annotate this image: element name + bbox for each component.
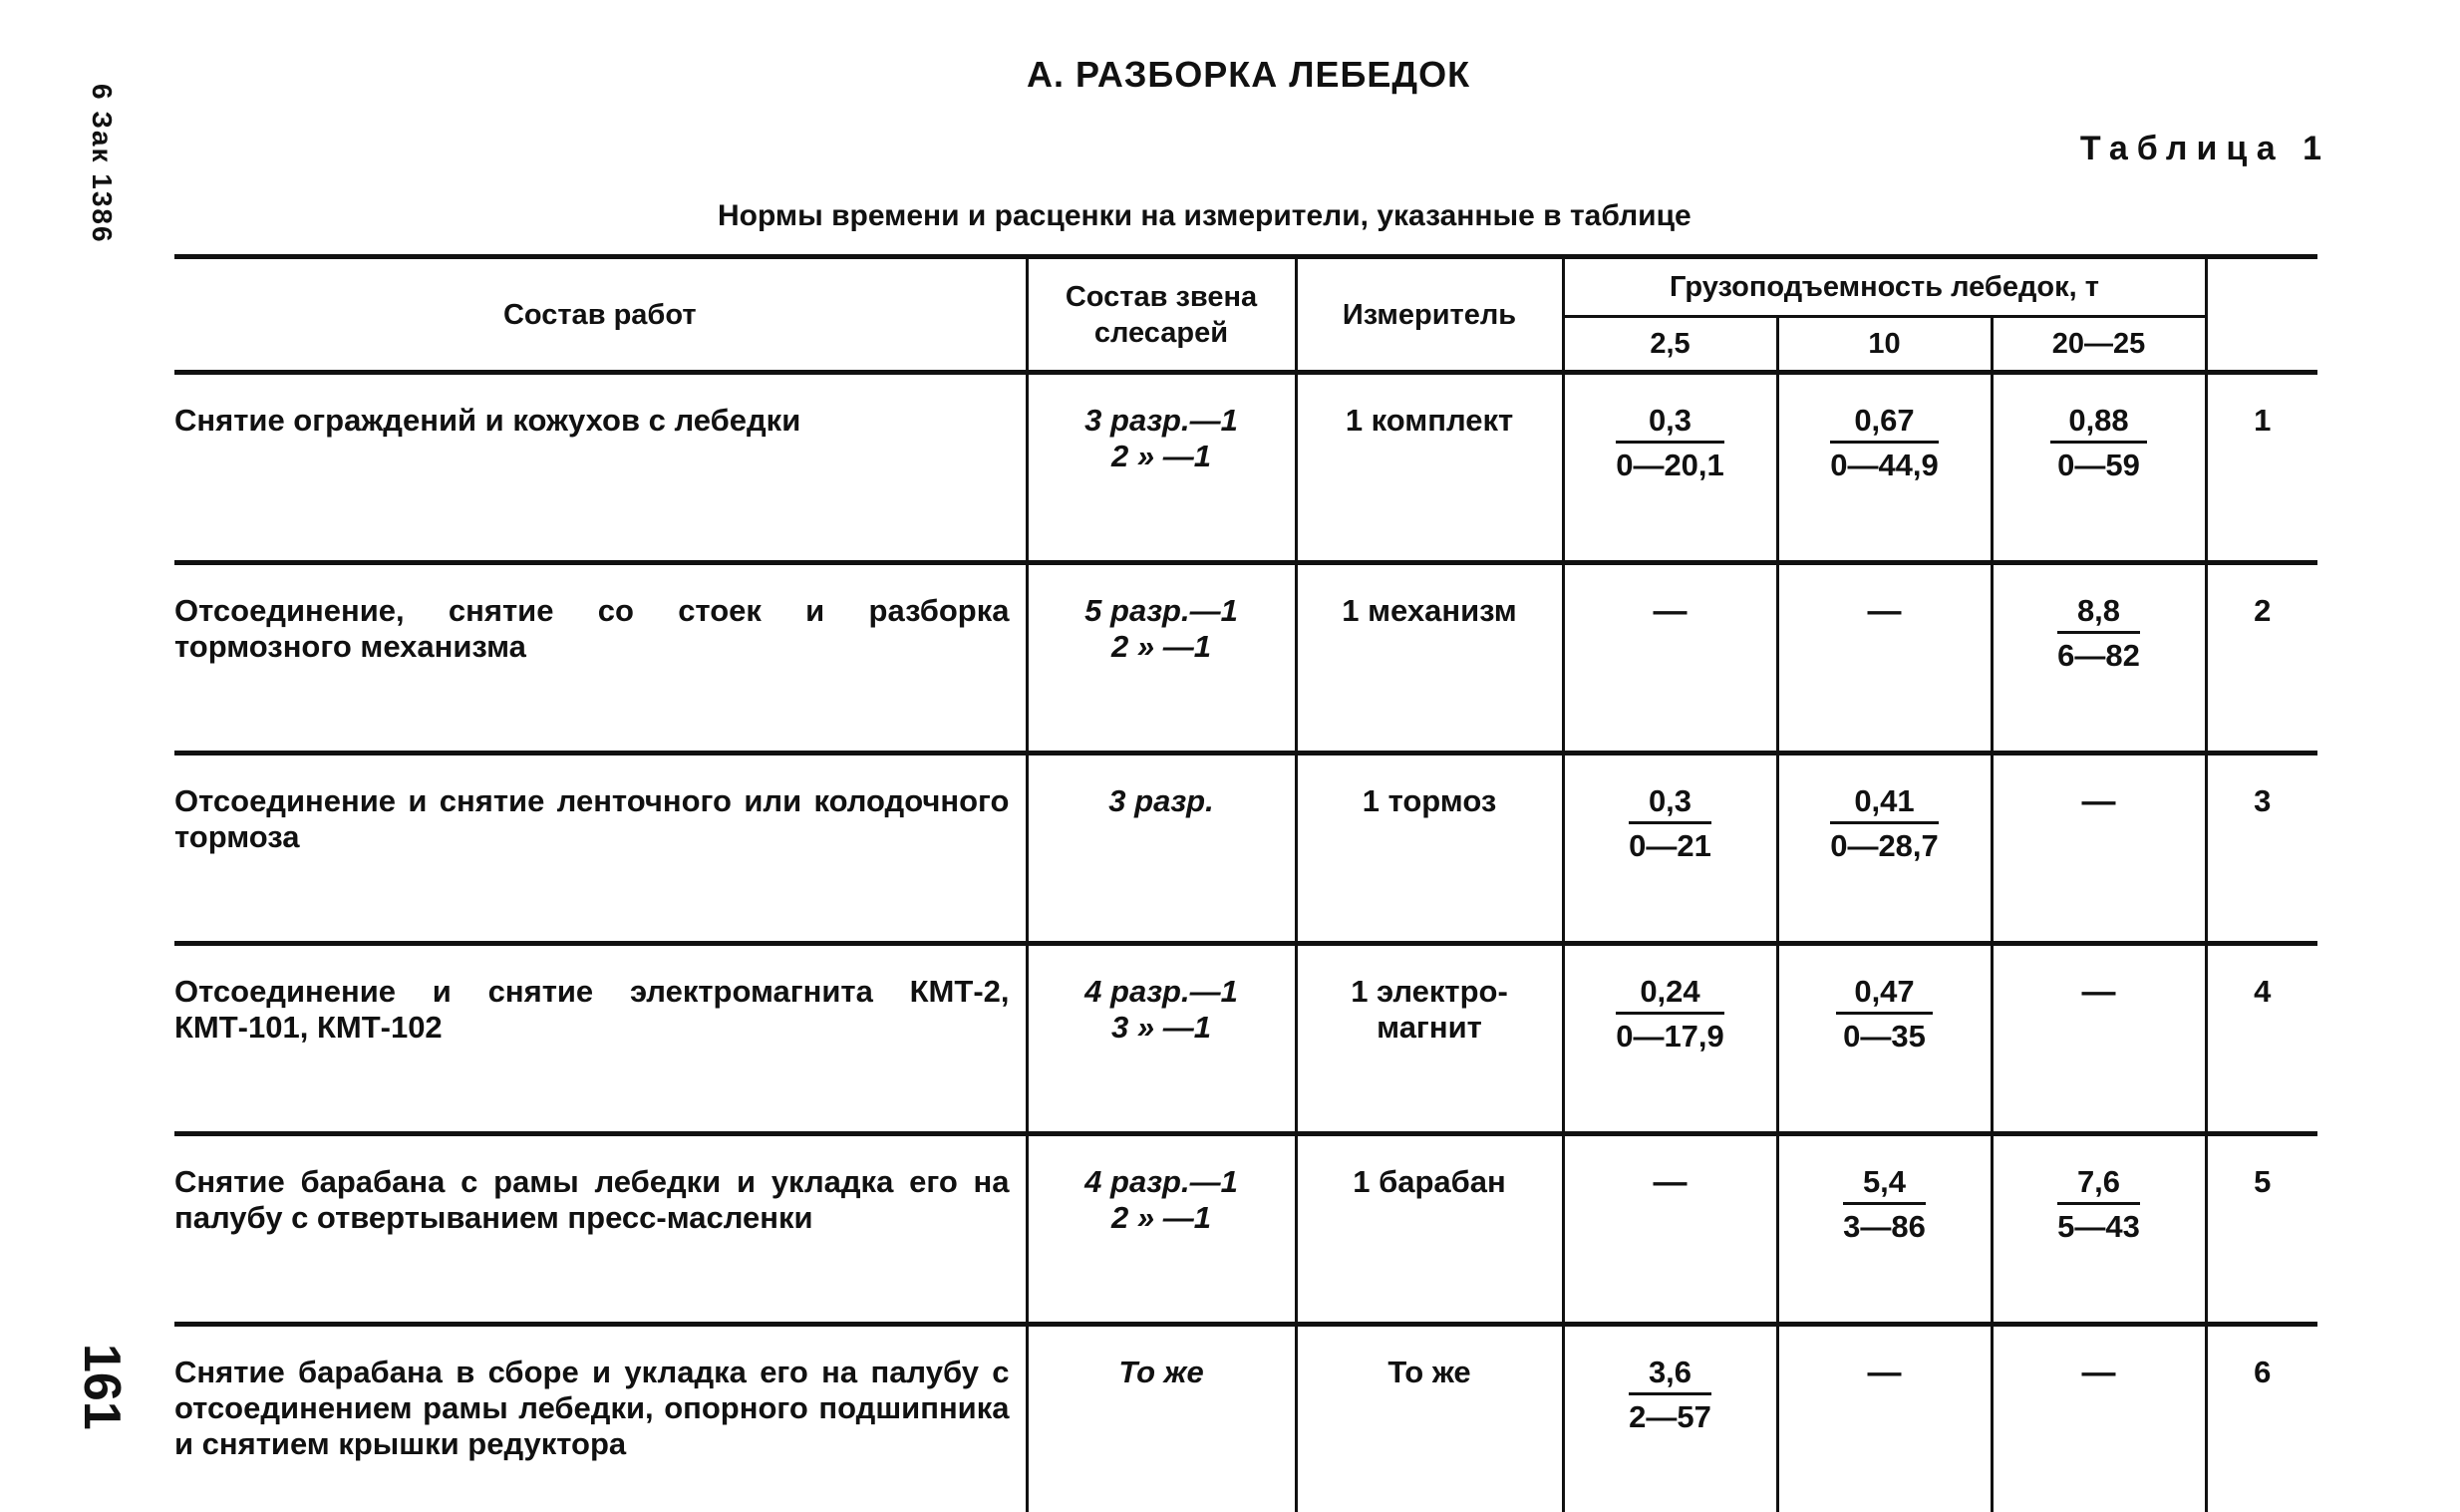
rate-price: 3—86: [1843, 1205, 1926, 1245]
capacity-value-cell: [1992, 373, 2206, 563]
capacity-value-cell: [1992, 1325, 2206, 1512]
header-row-number: [2206, 257, 2317, 373]
not-applicable-dash: —: [2082, 973, 2116, 1011]
capacity-value-cell: [1992, 563, 2206, 754]
capacity-value-cell: [1563, 373, 1777, 563]
page-number: 161: [72, 1344, 132, 1430]
row-number: 3: [2206, 754, 2317, 944]
time-norm: 0,88: [2050, 403, 2146, 444]
time-norm: 7,6: [2057, 1164, 2140, 1205]
rate-price: 0—17,9: [1616, 1015, 1724, 1055]
norm-rate-fraction: [1830, 403, 1939, 483]
norm-rate-fraction: [1616, 974, 1724, 1055]
crew-line: 2 » —1: [1030, 439, 1294, 474]
header-capacity-col: 2,5: [1563, 317, 1777, 373]
capacity-value-cell: [1777, 1325, 1992, 1512]
crew-composition: [1027, 1325, 1296, 1512]
not-applicable-dash: —: [2082, 782, 2116, 820]
work-description: Снятие барабана в сборе и укладка его на палубу с отсоединением рамы лебедки, опорного подшипника и снятием крышки редуктора: [174, 1325, 1027, 1512]
time-norm: 0,3: [1629, 783, 1711, 824]
rate-price: 0—35: [1836, 1015, 1932, 1055]
not-applicable-dash: —: [2082, 1354, 2116, 1391]
rate-price: 2—57: [1629, 1395, 1711, 1435]
norm-rate-fraction: [2057, 593, 2140, 674]
rate-price: 0—28,7: [1830, 824, 1939, 864]
not-applicable-dash: —: [1868, 592, 1902, 630]
table-label: Таблица 1: [2080, 130, 2330, 168]
capacity-value-cell: [1992, 1134, 2206, 1325]
capacity-value-cell: [1777, 1134, 1992, 1325]
crew-composition: [1027, 373, 1296, 563]
row-number: 4: [2206, 944, 2317, 1134]
norm-rate-fraction: [2057, 1164, 2140, 1245]
norm-rate-fraction: [1830, 783, 1939, 864]
time-norm: 0,3: [1616, 403, 1724, 444]
rate-price: 0—44,9: [1830, 444, 1939, 483]
crew-line: 2 » —1: [1030, 1200, 1294, 1236]
capacity-value-cell: [1777, 563, 1992, 754]
crew-line: 2 » —1: [1030, 629, 1294, 665]
crew-composition: [1027, 944, 1296, 1134]
table-body: [174, 373, 2317, 1512]
crew-line: То же: [1030, 1355, 1294, 1390]
rate-price: 5—43: [2057, 1205, 2140, 1245]
capacity-value-cell: [1777, 944, 1992, 1134]
norm-rate-fraction: [1836, 974, 1932, 1055]
header-capacity-col: 20—25: [1992, 317, 2206, 373]
crew-line: 3 » —1: [1030, 1010, 1294, 1046]
capacity-value-cell: [1563, 754, 1777, 944]
work-description: Отсоединение и снятие электромагнита КМТ-2, КМТ-101, КМТ-102: [174, 944, 1027, 1134]
crew-composition: [1027, 1134, 1296, 1325]
row-number: 6: [2206, 1325, 2317, 1512]
crew-composition: [1027, 754, 1296, 944]
work-description: Отсоединение и снятие ленточного или колодочного тормоза: [174, 754, 1027, 944]
table-row: [174, 563, 2317, 754]
rate-price: 0—59: [2050, 444, 2146, 483]
header-work: Состав работ: [174, 257, 1027, 373]
norm-rate-fraction: [1616, 403, 1724, 483]
crew-line: 4 разр.—1: [1030, 1164, 1294, 1200]
crew-line: 4 разр.—1: [1030, 974, 1294, 1010]
table-subtitle: Нормы времени и расценки на измерители, указанные в таблице: [718, 199, 1691, 233]
rate-price: 6—82: [2057, 634, 2140, 674]
measure-unit: 1 электро-магнит: [1296, 944, 1563, 1134]
norm-rate-fraction: [2050, 403, 2146, 483]
time-norm: 0,41: [1830, 783, 1939, 824]
time-norm: 5,4: [1843, 1164, 1926, 1205]
time-norm: 3,6: [1629, 1355, 1711, 1395]
page-title: А. РАЗБОРКА ЛЕБЕДОК: [1027, 54, 1470, 96]
norms-table: [174, 254, 2317, 1512]
time-norm: 8,8: [2057, 593, 2140, 634]
capacity-value-cell: [1563, 1134, 1777, 1325]
table-row: [174, 373, 2317, 563]
capacity-value-cell: [1563, 563, 1777, 754]
time-norm: 0,24: [1616, 974, 1724, 1015]
time-norm: 0,67: [1830, 403, 1939, 444]
row-number: 2: [2206, 563, 2317, 754]
row-number: 5: [2206, 1134, 2317, 1325]
table-row: [174, 1134, 2317, 1325]
capacity-value-cell: [1777, 754, 1992, 944]
measure-unit: То же: [1296, 1325, 1563, 1512]
measure-unit: 1 барабан: [1296, 1134, 1563, 1325]
header-unit: Измеритель: [1296, 257, 1563, 373]
measure-unit: 1 механизм: [1296, 563, 1563, 754]
not-applicable-dash: —: [1654, 592, 1688, 630]
row-number: 1: [2206, 373, 2317, 563]
rate-price: 0—20,1: [1616, 444, 1724, 483]
measure-unit: 1 комплект: [1296, 373, 1563, 563]
measure-unit: 1 тормоз: [1296, 754, 1563, 944]
capacity-value-cell: [1777, 373, 1992, 563]
work-description: Отсоединение, снятие со стоек и разборка тормозного механизма: [174, 563, 1027, 754]
work-description: Снятие ограждений и кожухов с лебедки: [174, 373, 1027, 563]
rate-price: 0—21: [1629, 824, 1711, 864]
table-row: [174, 944, 2317, 1134]
time-norm: 0,47: [1836, 974, 1932, 1015]
not-applicable-dash: —: [1654, 1163, 1688, 1201]
capacity-value-cell: [1992, 944, 2206, 1134]
header-crew: Состав звена слесарей: [1027, 257, 1296, 373]
work-description: Снятие барабана с рамы лебедки и укладка его на палубу с отвертыванием пресс-масленки: [174, 1134, 1027, 1325]
crew-line: 5 разр.—1: [1030, 593, 1294, 629]
table-row: [174, 754, 2317, 944]
norm-rate-fraction: [1843, 1164, 1926, 1245]
crew-composition: [1027, 563, 1296, 754]
table-row: [174, 1325, 2317, 1512]
header-capacity: Грузоподъемность лебедок, т: [1563, 257, 2206, 317]
header-capacity-col: 10: [1777, 317, 1992, 373]
capacity-value-cell: [1992, 754, 2206, 944]
capacity-value-cell: [1563, 944, 1777, 1134]
norm-rate-fraction: [1629, 783, 1711, 864]
side-order-code: 6 Зак 1386: [86, 84, 118, 244]
crew-line: 3 разр.—1: [1030, 403, 1294, 439]
capacity-value-cell: [1563, 1325, 1777, 1512]
norm-rate-fraction: [1629, 1355, 1711, 1435]
not-applicable-dash: —: [1868, 1354, 1902, 1391]
crew-line: 3 разр.: [1030, 783, 1294, 819]
